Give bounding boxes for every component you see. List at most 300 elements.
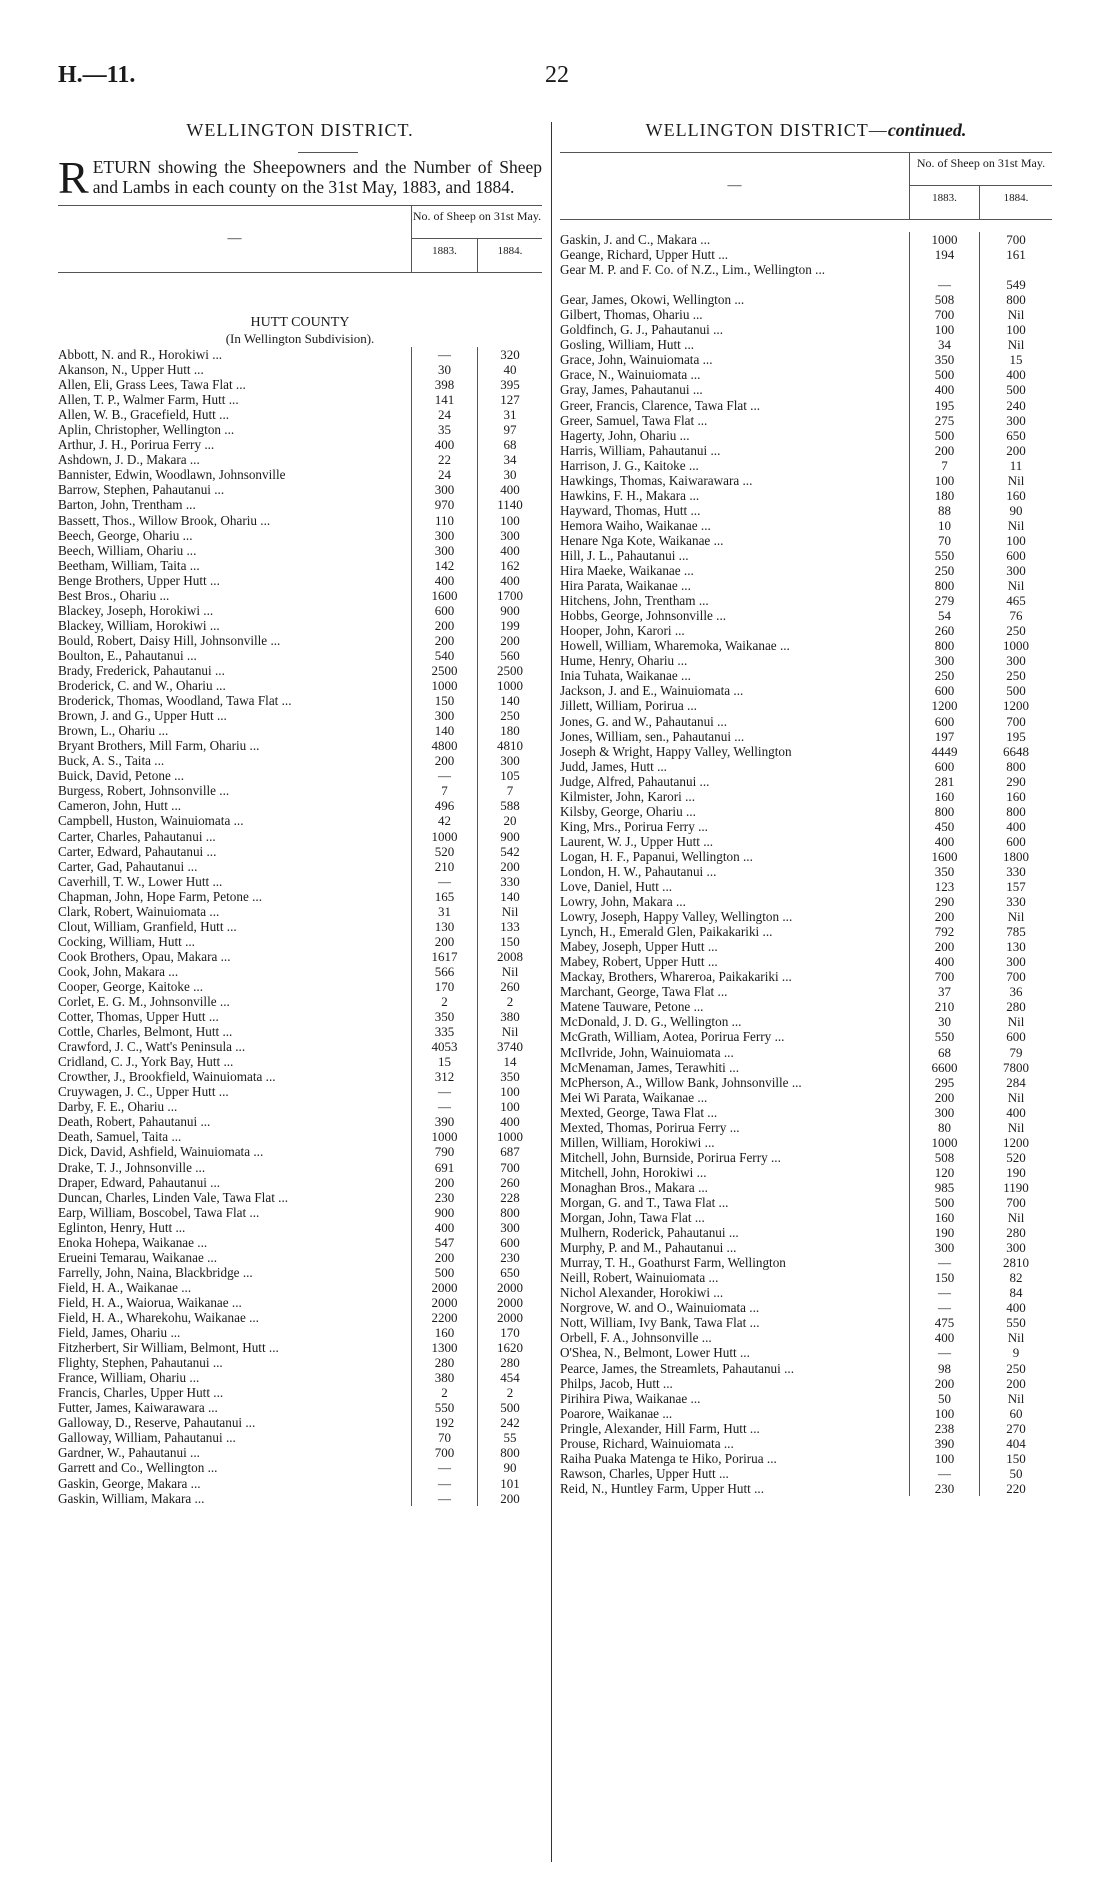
table-row [58, 813, 542, 828]
sheep-1884: 250 [1006, 1360, 1026, 1376]
sheep-1883: 691 [412, 1160, 478, 1175]
owner-name: Death, Samuel, Taita ... [58, 1129, 412, 1144]
sheep-1884: 199 [500, 617, 520, 633]
owner-name: Kilmister, John, Karori ... [560, 789, 910, 804]
sheep-1883: 540 [412, 648, 478, 663]
owner-name: Cocking, William, Hutt ... [58, 934, 412, 949]
table-row [560, 984, 1052, 999]
sheep-1884: 650 [500, 1264, 520, 1280]
sheep-1883: 230 [910, 1481, 980, 1496]
sheep-1883: — [412, 1491, 478, 1506]
sheep-1884: 90 [503, 1460, 517, 1476]
district-title-continued [560, 118, 1052, 142]
sheep-1883: 600 [910, 759, 980, 774]
sheep-1884: 60 [1009, 1405, 1023, 1421]
table-row [560, 1225, 1052, 1240]
sheep-1884: 228 [500, 1189, 520, 1205]
owner-name: Hemora Waiho, Waikanae ... [560, 518, 910, 533]
owner-name: Grace, John, Wainuiomata ... [560, 352, 910, 367]
sheep-1884: 300 [1006, 954, 1026, 970]
owner-name: Erueini Temarau, Waikanae ... [58, 1250, 412, 1265]
owner-name: Mei Wi Parata, Waikanae ... [560, 1090, 910, 1105]
table-row [58, 738, 542, 753]
sheep-1884: 700 [1006, 969, 1026, 985]
sheep-1883: 390 [910, 1436, 980, 1451]
owner-name: Matene Tauware, Petone ... [560, 999, 910, 1014]
table-row [560, 292, 1052, 307]
owner-name: Duncan, Charles, Linden Vale, Tawa Flat ... [58, 1190, 412, 1205]
table-row [560, 864, 1052, 879]
owner-name: Field, James, Ohariu ... [58, 1325, 412, 1340]
table-row [560, 458, 1052, 473]
sheep-1883: 290 [910, 894, 980, 909]
sheep-1883: 350 [910, 864, 980, 879]
owner-name: Pearce, James, the Streamlets, Pahautanui ... [560, 1361, 910, 1376]
sheep-1883: 68 [910, 1045, 980, 1060]
sheep-1883: 35 [412, 422, 478, 437]
owner-name: Corlet, E. G. M., Johnsonville ... [58, 994, 412, 1009]
owner-name: Goldfinch, G. J., Pahautanui ... [560, 322, 910, 337]
owner-name: Grace, N., Wainuiomata ... [560, 367, 910, 382]
owner-name: Barrow, Stephen, Pahautanui ... [58, 482, 412, 497]
sheep-1883: 790 [412, 1144, 478, 1159]
sheep-1884: 162 [500, 557, 520, 573]
owner-name: Philps, Jacob, Hutt ... [560, 1376, 910, 1391]
table-row [58, 663, 542, 678]
sheep-1884: 2000 [497, 1279, 523, 1295]
sheep-1884: 250 [1006, 668, 1026, 684]
sheep-1883: 34 [910, 337, 980, 352]
sheep-1883: 350 [412, 1009, 478, 1024]
owner-name: Blackey, William, Horokiwi ... [58, 618, 412, 633]
table-row [560, 1345, 1052, 1360]
sheep-1883: 300 [412, 708, 478, 723]
sheep-1884: 230 [500, 1249, 520, 1265]
owner-name: Allen, W. B., Gracefield, Hutt ... [58, 407, 412, 422]
table-row [560, 729, 1052, 744]
sheep-1884: 100 [1006, 322, 1026, 338]
sheep-1884: 84 [1009, 1285, 1023, 1301]
continued-label: continued. [887, 120, 967, 140]
sheep-1884: 1800 [1003, 848, 1029, 864]
table-row [560, 578, 1052, 593]
table-row [58, 1325, 542, 1340]
sheep-1883: 508 [910, 292, 980, 307]
sheep-1883: 200 [412, 753, 478, 768]
owner-name: Marchant, George, Tawa Flat ... [560, 984, 910, 999]
owner-name: Barton, John, Trentham ... [58, 497, 412, 512]
sheep-1884: 1140 [497, 497, 523, 513]
sheep-1884: 157 [1006, 879, 1026, 895]
table-row [560, 413, 1052, 428]
sheep-1883: 150 [412, 693, 478, 708]
table-row [58, 919, 542, 934]
header-year-1884: 1884. [497, 245, 523, 257]
sheep-1883: 350 [910, 352, 980, 367]
owner-name: Burgess, Robert, Johnsonville ... [58, 783, 412, 798]
owner-name: Judge, Alfred, Pahautanui ... [560, 774, 910, 789]
table-row [560, 322, 1052, 337]
sheep-1884: 3740 [497, 1039, 523, 1055]
sheep-1884: 2500 [497, 662, 523, 678]
sheep-1883: — [910, 1300, 980, 1315]
owner-name: Field, H. A., Wharekohu, Waikanae ... [58, 1310, 412, 1325]
sheep-1884: 400 [1006, 1104, 1026, 1120]
owner-name: Hayward, Thomas, Hutt ... [560, 503, 910, 518]
owner-name: Hira Parata, Waikanae ... [560, 578, 910, 593]
table-row [560, 909, 1052, 924]
sheep-1883: 2200 [412, 1310, 478, 1325]
sheep-1883: 547 [412, 1235, 478, 1250]
sheep-1884: 700 [1006, 1195, 1026, 1210]
sheep-1883: 50 [910, 1391, 980, 1406]
sheep-1883: 275 [910, 413, 980, 428]
sheep-1884: 31 [503, 407, 517, 423]
owner-name: Cook Brothers, Opau, Makara ... [58, 949, 412, 964]
table-row [560, 608, 1052, 623]
table-row [560, 819, 1052, 834]
sheep-1883: 1000 [910, 232, 980, 247]
sheep-1883: 24 [412, 467, 478, 482]
table-row [560, 744, 1052, 759]
page-code: H.—11. [58, 62, 136, 88]
sheep-1884: 97 [503, 422, 517, 438]
sheep-1883: 300 [910, 1105, 980, 1120]
sheep-1884: 800 [500, 1445, 520, 1461]
sheep-1884: 200 [500, 1490, 520, 1506]
owner-name: London, H. W., Pahautanui ... [560, 864, 910, 879]
table-row [58, 934, 542, 949]
owner-name: Field, H. A., Waiorua, Waikanae ... [58, 1295, 412, 1310]
sheep-1884: 465 [1006, 593, 1026, 609]
table-row [58, 979, 542, 994]
sheep-1883: 398 [412, 377, 478, 392]
owner-name: McDonald, J. D. G., Wellington ... [560, 1014, 910, 1029]
sheep-1884: Nil [1007, 1330, 1025, 1346]
table-row [560, 247, 1052, 262]
table-row [560, 1300, 1052, 1315]
sheep-1883: 190 [910, 1225, 980, 1240]
owner-name: Brown, L., Ohariu ... [58, 723, 412, 738]
sheep-1884: 15 [1009, 352, 1023, 368]
sheep-1883: 600 [910, 714, 980, 729]
sheep-1883: 1300 [412, 1340, 478, 1355]
owner-name: Harris, William, Pahautanui ... [560, 443, 910, 458]
table-row [560, 428, 1052, 443]
table-row [58, 829, 542, 844]
sheep-1884: 330 [1006, 863, 1026, 879]
owner-name: Gaskin, J. and C., Makara ... [560, 232, 910, 247]
header-blank: — [58, 206, 412, 272]
sheep-1883: — [412, 347, 478, 362]
owner-name: Bassett, Thos., Willow Brook, Ohariu ... [58, 513, 412, 528]
sheep-1884: 2 [506, 994, 514, 1010]
sheep-1884: 150 [500, 933, 520, 949]
sheep-1883: 2000 [412, 1280, 478, 1295]
sheep-1884: 400 [500, 572, 520, 588]
sheep-1884: 14 [503, 1054, 517, 1070]
table-row [560, 1361, 1052, 1376]
table-row [560, 623, 1052, 638]
sheep-1883: 1000 [412, 829, 478, 844]
sheep-1883: 30 [910, 1014, 980, 1029]
sheep-1884: 650 [1006, 427, 1026, 443]
owner-name: Dick, David, Ashfield, Wainuiomata ... [58, 1144, 412, 1159]
left-column [58, 118, 542, 1506]
sheep-1884: 250 [1006, 623, 1026, 639]
sheep-1883: 312 [412, 1069, 478, 1084]
table-row [58, 648, 542, 663]
table-row [560, 969, 1052, 984]
sheep-1883: 281 [910, 774, 980, 789]
owner-name: Jackson, J. and E., Wainuiomata ... [560, 683, 910, 698]
table-row [560, 518, 1052, 533]
sheep-1883: 200 [412, 633, 478, 648]
sheep-1883: 142 [412, 558, 478, 573]
sheep-1883: 550 [910, 548, 980, 563]
table-row [560, 698, 1052, 713]
sheep-1883: 192 [412, 1415, 478, 1430]
owner-name: Chapman, John, Hope Farm, Petone ... [58, 889, 412, 904]
table-row [58, 1430, 542, 1445]
sheep-1883: 200 [910, 1376, 980, 1391]
owner-name: Raiha Puaka Matenga te Hiko, Porirua ... [560, 1451, 910, 1466]
table-row [58, 1460, 542, 1475]
sheep-1884: 700 [1006, 232, 1026, 247]
sheep-1884: 200 [1006, 442, 1026, 458]
table-row [560, 307, 1052, 322]
sheep-1883: 30 [412, 362, 478, 377]
sheep-1883: 22 [412, 452, 478, 467]
sheep-1883: — [412, 1099, 478, 1114]
owner-name: France, William, Ohariu ... [58, 1370, 412, 1385]
owner-name: Hagerty, John, Ohariu ... [560, 428, 910, 443]
owner-name: McPherson, A., Willow Bank, Johnsonville ... [560, 1075, 910, 1090]
owner-name: Brown, J. and G., Upper Hutt ... [58, 708, 412, 723]
table-row [58, 753, 542, 768]
table-row [58, 1160, 542, 1175]
sheep-1884: 800 [1006, 292, 1026, 308]
sheep-1883: 700 [910, 307, 980, 322]
owner-name: Bould, Robert, Daisy Hill, Johnsonville ... [58, 633, 412, 648]
sheep-1883: 300 [910, 653, 980, 668]
sheep-1884: 127 [500, 392, 520, 408]
sheep-1884: 270 [1006, 1420, 1026, 1436]
sheep-1883: 500 [910, 1195, 980, 1210]
sheep-1883: 2 [412, 994, 478, 1009]
table-row [58, 1476, 542, 1491]
owner-name: Hawkings, Thomas, Kaiwarawara ... [560, 473, 910, 488]
sheep-1884: 400 [500, 1114, 520, 1130]
sheep-1883: 165 [412, 889, 478, 904]
owner-name: Carter, Edward, Pahautanui ... [58, 844, 412, 859]
sheep-1883: 496 [412, 798, 478, 813]
table-row [560, 1330, 1052, 1345]
sheep-1884: Nil [1007, 909, 1025, 925]
owner-name: Bryant Brothers, Mill Farm, Ohariu ... [58, 738, 412, 753]
owner-name: Enoka Hohepa, Waikanae ... [58, 1235, 412, 1250]
sheep-1884: 105 [500, 768, 520, 784]
owner-name: Mitchell, John, Burnside, Porirua Ferry ... [560, 1150, 910, 1165]
sheep-1883: 2000 [412, 1295, 478, 1310]
table-row [560, 1045, 1052, 1060]
owner-name: Broderick, Thomas, Woodland, Tawa Flat ... [58, 693, 412, 708]
sheep-1883: 400 [910, 1330, 980, 1345]
sheep-1884: 800 [500, 1204, 520, 1220]
sheep-1884: 161 [1006, 247, 1026, 263]
sheep-1884: 200 [500, 632, 520, 648]
sheep-1883: 400 [412, 437, 478, 452]
sheep-1884: Nil [501, 1024, 519, 1040]
sheep-1884: 220 [1006, 1480, 1026, 1496]
sheep-1884: 500 [1006, 683, 1026, 699]
owner-name: Darby, F. E., Ohariu ... [58, 1099, 412, 1114]
sheep-1884: 500 [500, 1400, 520, 1416]
sheep-1884: 380 [500, 1009, 520, 1025]
owner-name: Inia Tuhata, Waikanae ... [560, 668, 910, 683]
owner-name: Blackey, Joseph, Horokiwi ... [58, 603, 412, 618]
sheep-1883: 37 [910, 984, 980, 999]
sheep-1883: 2500 [412, 663, 478, 678]
sheep-1884: Nil [501, 963, 519, 979]
sheep-1883: 700 [910, 969, 980, 984]
sheep-1884: 600 [1006, 1029, 1026, 1045]
header-year-1883: 1883. [412, 239, 478, 272]
sheep-1883: 54 [910, 608, 980, 623]
sheep-1883: 1000 [412, 678, 478, 693]
table-row [560, 473, 1052, 488]
sheep-1884: 404 [1006, 1435, 1026, 1451]
table-row [58, 588, 542, 603]
table-row [560, 1014, 1052, 1029]
owner-name: Love, Daniel, Hutt ... [560, 879, 910, 894]
sheep-1883: 100 [910, 322, 980, 337]
sheep-1884: 300 [500, 753, 520, 769]
sheep-1883: 88 [910, 503, 980, 518]
owner-name: Gardner, W., Pahautanui ... [58, 1445, 412, 1460]
right-table-body [560, 232, 1052, 1496]
sheep-1883: 160 [412, 1325, 478, 1340]
table-row [58, 482, 542, 497]
owner-name: Lynch, H., Emerald Glen, Paikakariki ... [560, 924, 910, 939]
table-row [560, 533, 1052, 548]
sheep-1884: 260 [500, 1174, 520, 1190]
owner-name: Death, Robert, Pahautanui ... [58, 1114, 412, 1129]
sheep-1884: 400 [500, 482, 520, 498]
sheep-1884: 454 [500, 1370, 520, 1386]
sheep-1883: 141 [412, 392, 478, 407]
sheep-1884: 300 [1006, 412, 1026, 428]
owner-name: Beech, William, Ohariu ... [58, 543, 412, 558]
owner-name: Eglinton, Henry, Hutt ... [58, 1220, 412, 1235]
owner-name: Cruywagen, J. C., Upper Hutt ... [58, 1084, 412, 1099]
header-sheep-count: No. of Sheep on 31st May. [910, 153, 1052, 186]
table-row [560, 1270, 1052, 1285]
sheep-1884: 195 [1006, 728, 1026, 744]
sheep-1884: 1000 [497, 678, 523, 694]
sheep-1883: 500 [910, 428, 980, 443]
sheep-1884: 400 [1006, 367, 1026, 383]
owner-name: Hooper, John, Karori ... [560, 623, 910, 638]
sheep-1883: 230 [412, 1190, 478, 1205]
sheep-1884: 7 [506, 783, 514, 799]
sheep-1884: 400 [1006, 1300, 1026, 1316]
table-row [58, 1084, 542, 1099]
sheep-1883: 390 [412, 1114, 478, 1129]
table-row [58, 528, 542, 543]
owner-name: Jones, G. and W., Pahautanui ... [560, 714, 910, 729]
sheep-1883: 110 [412, 513, 478, 528]
sheep-1883: 200 [412, 1175, 478, 1190]
sheep-1883: 550 [412, 1400, 478, 1415]
table-row [560, 1195, 1052, 1210]
owner-name: Carter, Gad, Pahautanui ... [58, 859, 412, 874]
sheep-1883: 6600 [910, 1060, 980, 1075]
sheep-1883: 450 [910, 819, 980, 834]
sheep-1884: 550 [1006, 1315, 1026, 1331]
owner-name: Cridland, C. J., York Bay, Hutt ... [58, 1054, 412, 1069]
sheep-1884: 260 [500, 978, 520, 994]
table-row [560, 834, 1052, 849]
owner-name: Pirihira Piwa, Waikanae ... [560, 1391, 910, 1406]
table-row [560, 1060, 1052, 1075]
table-row [58, 497, 542, 512]
owner-name: Hira Maeke, Waikanae ... [560, 563, 910, 578]
table-row [58, 859, 542, 874]
owner-name: Gaskin, George, Makara ... [58, 1476, 412, 1491]
sheep-1883: 279 [910, 593, 980, 608]
owner-name: Mexted, George, Tawa Flat ... [560, 1105, 910, 1120]
table-row [58, 889, 542, 904]
table-row [58, 347, 542, 362]
table-row [58, 1370, 542, 1385]
table-row [58, 874, 542, 889]
sheep-1884: Nil [1007, 337, 1025, 353]
sheep-1884: 395 [500, 377, 520, 393]
owner-name: Field, H. A., Waikanae ... [58, 1280, 412, 1295]
sheep-1884: Nil [1007, 1390, 1025, 1406]
sheep-1883: — [412, 1460, 478, 1475]
sheep-1883: 508 [910, 1150, 980, 1165]
table-row [58, 407, 542, 422]
table-row [58, 904, 542, 919]
sheep-1883: 300 [412, 528, 478, 543]
sheep-1883: — [412, 874, 478, 889]
sheep-1883: 80 [910, 1120, 980, 1135]
table-row [58, 1205, 542, 1220]
sheep-1883: 180 [910, 488, 980, 503]
sheep-1884: 1700 [497, 587, 523, 603]
table-row [560, 548, 1052, 563]
owner-name: Gaskin, William, Makara ... [58, 1491, 412, 1506]
sheep-1884: 100 [500, 512, 520, 528]
owner-name: Cook, John, Makara ... [58, 964, 412, 979]
table-row [560, 759, 1052, 774]
sheep-1884: 560 [500, 647, 520, 663]
table-row [58, 377, 542, 392]
sheep-1884: 785 [1006, 924, 1026, 940]
table-row [560, 232, 1052, 247]
owner-name: Best Bros., Ohariu ... [58, 588, 412, 603]
sheep-1884: 1000 [497, 1129, 523, 1145]
sheep-1883: 200 [910, 443, 980, 458]
owner-name: Reid, N., Huntley Farm, Upper Hutt ... [560, 1481, 910, 1496]
sheep-1884: 2000 [497, 1294, 523, 1310]
owner-name: Buick, David, Petone ... [58, 768, 412, 783]
sheep-1884: 687 [500, 1144, 520, 1160]
sheep-1884: 140 [500, 888, 520, 904]
owner-name: Henare Nga Kote, Waikanae ... [560, 533, 910, 548]
